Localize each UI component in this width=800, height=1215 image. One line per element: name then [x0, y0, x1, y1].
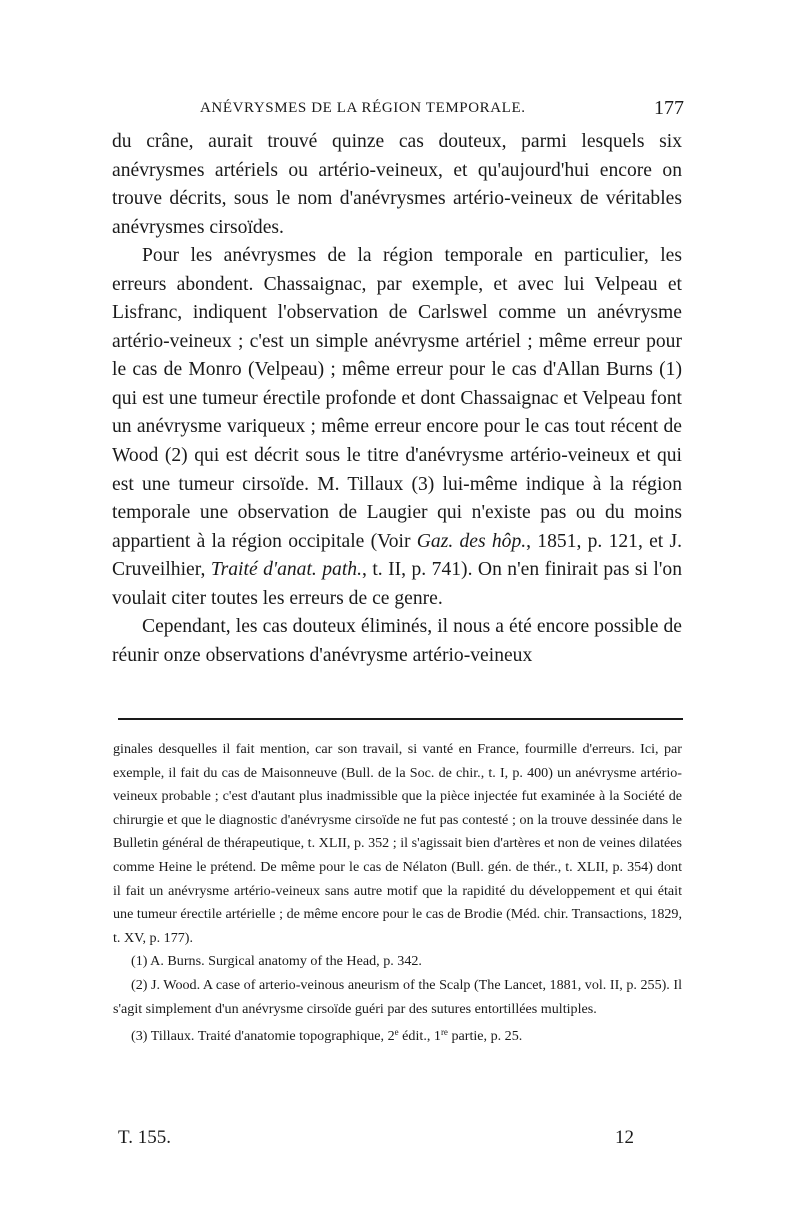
page-number: 177 — [654, 97, 684, 119]
sheet-number: 12 — [615, 1127, 634, 1148]
footnote-1: (1) A. Burns. Surgical anatomy of the Head, p. 342. — [131, 953, 422, 970]
citation-gazette: Gaz. des hôp. — [416, 530, 527, 552]
paragraph-2-part-b: , 1851, p. 121, et J. Cruveilhier, — [112, 530, 683, 581]
footnote-3-part-a: (3) Tillaux. Traité d'anatomie topographique, 2 — [131, 1028, 395, 1045]
paragraph-2-part-a: Pour les anévrysmes de la région temporale en particulier, les erreurs abondent. Chassaignac, par exemple, et avec lui Velpeau et Lisfranc, indiquent l'observation de Carlswel comme un anévrysme artério-veineux ; c'est un simple anévrysme artériel ; même erreur pour le cas de Monro (Velpeau) ; même erreur pour le cas d'Allan Burns (1) qui est une tumeur érectile profonde et dont Chassaignac et Velpeau font un anévrysme variqueux ; même erreur encore pour le cas tout récent de Wood (2) qui est décrit sous le titre d'anévrysme artério-veineux et qui est une tumeur cirsoïde. M. Tillaux (3) lui-même indique à la région temporale une observation de Laugier qui n'existe pas ou du moins appartient à la région occipitale (Voir — [112, 245, 682, 552]
paragraph-3: Cependant, les cas douteux éliminés, il nous a été encore possible de réunir onze observations d'anévrysme artério-veineux — [112, 616, 682, 666]
running-head — [110, 97, 684, 121]
footnote-rule — [118, 718, 683, 720]
running-title: ANÉVRYSMES DE LA RÉGION TEMPORALE. — [200, 100, 526, 116]
paragraph-2 — [112, 242, 682, 613]
paragraph-2-part-c: , t. II, p. 741). On n'en finirait pas si l'on voulait citer toutes les erreurs de ce genre. — [112, 559, 682, 609]
footnote-3-sup-partie: re — [440, 1027, 448, 1038]
footnote-3-part-b: édit., 1 — [398, 1028, 441, 1045]
volume-signature: T. 155. — [118, 1127, 171, 1148]
footnote-2: (2) J. Wood. A case of arterio-veinous aneurism of the Scalp (The Lancet, 1881, vol. II, p. 255). Il s'agit simplement d'un anévrysme cirsoïde guéri par des sutures entortillées multiples. — [113, 976, 682, 1017]
paragraph-1: du crâne, aurait trouvé quinze cas douteux, parmi lesquels six anévrysmes artériels ou artério-veineux, et qu'aujourd'hui encore on trouve décrits, sous le nom d'anévrysmes artério-veineux de véritables anévrysmes cirsoïdes. — [112, 131, 682, 238]
footnote-3-part-c: partie, p. 25. — [447, 1028, 523, 1045]
footnote-3-sup-edition: e — [394, 1027, 399, 1038]
footnote-continuation: ginales desquelles il fait mention, car son travail, si vanté en France, fourmille d'erreurs. Ici, par exemple, il fait du cas de Maisonneuve (Bull. de la Soc. de chir., t. I, p. 400) un anévrysme artério-veineux probable ; c'est d'autant plus inadmissible que la pièce injectée fut examinée à la Société de chirurgie et que le diagnostic d'anévrysme cirsoïde ne fut pas contesté ; on la trouve dessinée dans le Bulletin général de thérapeutique, t. XLII, p. 352 ; il s'agissait bien d'artères et non de veines dilatées comme Heine le prétend. De même pour le cas de Nélaton (Bull. gén. de thér., t. XLII, p. 354) dont il fait un anévrysme artério-veineux sans autre motif que la rapidité du développement et qui était une tumeur érectile artérielle ; de même encore pour le cas de Brodie (Méd. chir. Transactions, 1829, t. XV, p. 177). — [113, 741, 682, 946]
citation-traite: Traité d'anat. path. — [210, 559, 362, 581]
footnote-3 — [113, 1021, 682, 1049]
footnotes — [113, 738, 682, 1049]
main-text — [112, 128, 682, 670]
page-footer — [110, 1127, 634, 1153]
